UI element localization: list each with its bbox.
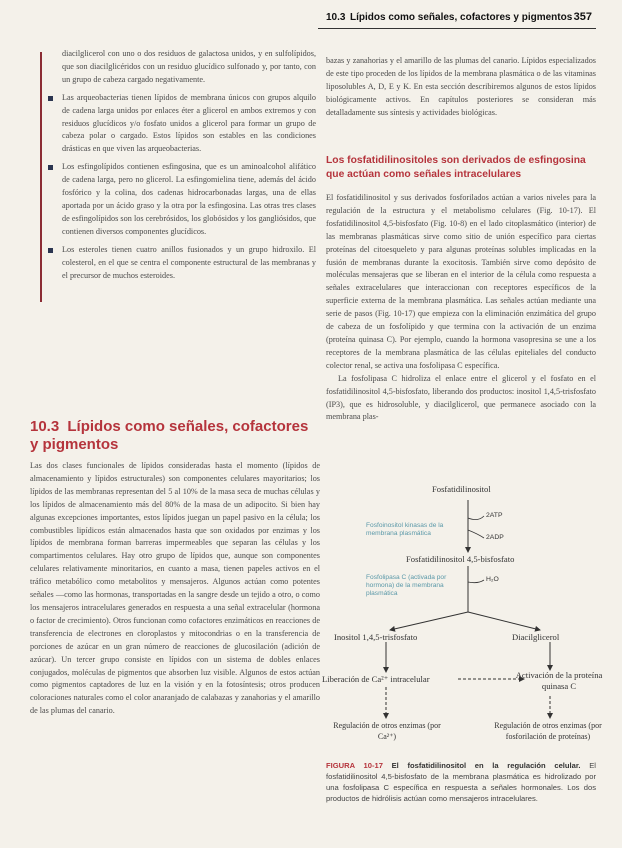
summary-bullet [46,244,316,283]
caption-title: El fosfatidilinositol en la regulación celular. [391,761,581,770]
summary-bullet [46,92,316,157]
right-body-text [326,192,596,424]
bullet-square-icon [48,248,53,253]
atp-label: 2ATP [486,512,503,519]
node-dag: Diacilglicerol [512,632,560,642]
section-heading-title: Lípidos como señales, cofactores y pigmentos [30,418,309,453]
water-label: H₂O [486,576,499,583]
left-body-text [30,460,320,718]
node-ca-release: Liberación de Ca²⁺ intracelular [322,674,430,684]
header-title: Lípidos como señales, cofactores y pigmentos [350,12,573,23]
section-heading-number: 10.3 [30,418,60,435]
adp-label: 2ADP [486,534,504,541]
body-paragraph: La fosfolipasa C hidroliza el enlace entre el glicerol y el fosfato en el fosfatidilinositol 4,5-bisfosfato, liberando dos productos: inositol 1,4,5-trisfosfato (IP3), que es hidrosoluble, y diacilglicerol, que permanece asociado con la membrana plas- [326,373,596,422]
figure-caption [326,760,596,804]
summary-bullet-text: Los esfingolípidos contienen esfingosina, que es un aminoalcohol alifático de cadena larga, pero no glicerol. La esfingomielina tiene, además del ácido fosfórico y la colina, dos cadenas hidrocarbonadas largas, una de ellas aportada por un ácido graso y la otra por la esfingosina. Las otras tres clases de esfingolípidos son los cerebrósidos, los globósidos y los gangliósidos, que contienen diversos componentes glucídicos. [62,162,316,236]
summary-bullet-text: Las arqueobacterias tienen lípidos de membrana únicos con grupos alquilo de cadena larga unidos por enlaces éter a glicerol en ambos extremos y con residuos glucídicos y/o fosfato unidos a glicerol para formar un grupo de cabeza polar o cargado. Estos lípidos son estables en las condiciones drásticas en que viven las arqueobacterias. [62,92,316,154]
body-paragraph: bazas y zanahorias y el amarillo de las plumas del canario. Lípidos especializados de este tipo proceden de los lípidos de la membrana plasmática o de las vitaminas liposolubles A, D, E y K. En esta sección describiremos algunos de estos lípidos biológicamente activos. En capítulos posteriores se consideran más detalladamente sus síntesis y actividades biológicas. [326,56,596,117]
summary-intro: diacilglicerol con uno o dos residuos de galactosa unidos, y en sulfolípidos, que son diacilglicéridos con un residuo glucídico sulfonado y, por tanto, con un grupo de cabeza cargado negativamente. [62,49,316,84]
note-kinases: Fosfoinositol kinasas de la membrana plasmática [366,522,444,537]
figure-10-17-pathway [318,482,604,762]
node-regulation-ca: Regulación de otros enzimas (por Ca²⁺) [333,721,441,741]
note-plc: Fosfolipasa C (activada por hormona) de la membrana plasmática [366,574,447,597]
section-heading [30,418,320,454]
water-curve [468,580,484,583]
page-number: 357 [573,11,592,23]
caption-text: El fosfatidilinositol 4,5-bisfosfato de la membrana plasmática es hidrolizado por una fosfolipasa C específica en respuesta a señales hormonales. Los dos productos de hidrólisis actúan como mensajeros intracelulares. [326,761,596,803]
adp-curve [468,530,484,538]
node-phosphatidylinositol: Fosfatidilinositol [432,484,491,494]
bullet-square-icon [48,165,53,170]
arrow-to-ip3 [390,612,468,630]
body-paragraph: El fosfatidilinositol y sus derivados fosforilados actúan a varios niveles para la regulación de la estructura y el metabolismo celulares (Fig. 10-17). El fosfatidilinositol 4,5-bisfosfato (Fig. 10-8) en el lado citoplasmático (interior) de las membranas plasmáticas sirve como sitio de unión específico para ciertas proteínas del citoesqueleto y para algunas proteínas solubles implicadas en la fusión de membranas durante la exocitosis. También sirve como depósito de moléculas mensajeras que se liberan en el interior de la célula como respuesta a señales extracelulares que interaccionan con receptores específicos de la superficie externa de la membrana plasmática. Las señales actúan mediante una serie de pasos (Fig. 10-17) que empieza con la eliminación enzimática del grupo de cabeza de un fosfolípido y que termina con la activación de un enzima (proteína quinasa C). Por ejemplo, cuando la hormona vasopresina se une a los receptores de la membrana plasmática de las células epiteliales del conducto colector renal, se activa una fosfolipasa C específica. [326,193,596,370]
caption-label: FIGURA 10-17 [326,761,383,770]
summary-list [46,48,316,282]
header-rule [318,28,596,29]
node-ip3: Inositol 1,4,5-trisfosfato [334,632,418,642]
running-header [326,10,592,28]
node-regulation-phosph: Regulación de otros enzimas (por fosforilación de proteínas) [494,721,602,741]
summary-bullet-text: Los esteroles tienen cuatro anillos fusionados y un grupo hidroxilo. El colesterol, en el que se centra el componente estructural de las membranas y el precursor de muchos esteroides. [62,244,316,280]
body-paragraph: Las dos clases funcionales de lípidos consideradas hasta el momento (lípidos de almacenamiento y lípidos estructurales) son componentes celulares mayoritarios; los lípidos de las membranas representan del 5 al 10% de la masa seca de muchas células y los lípidos de almacenamiento más del 80% de la masa de un adipocito. Si bien hay algunas excepciones importantes, estos lípidos juegan un papel pasivo en la célula; los combustibles lipídicos están almacenados hasta que son oxidados por enzimas y los lípidos de membrana forman barreras impermeables que separan las células y los compartimentos celulares. Hay otro grupo de lípidos que, aunque son componentes celulares relativamente minoritarios, en cuanto a masa, tienen papeles activos en el tráfico metabólico como metabolitos y mensajeros. Algunos actúan como potentes señales —como las hormonas, transportadas en la sangre desde un tejido a otro, o como los mensajeros intracelulares generados en respuesta a una señal extracelular (hormona o factor de crecimiento). Otros funcionan como cofactores enzimáticos en reacciones de transferencia de electrones en cloroplastos y mitocondrias o en la transferencia de porciones de azúcar en un gran número de reacciones de glucosilación (adición de azúcar). Un tercer grupo consiste en lípidos con un sistema de dobles enlaces conjugados, moléculas de pigmentos que absorben luz visible. Algunos de estos actúan como pigmentos captadores de luz en la visión y en la fotosíntesis; otros producen coloraciones naturales como el color anaranjado de calabazas y zanahorias y el amarillo de las plumas del canario. [30,461,320,716]
summary-bullet [46,161,316,238]
right-top-text [326,55,596,120]
bullet-square-icon [48,96,53,101]
node-pip2: Fosfatidilinositol 4,5-bisfosfato [406,554,515,564]
node-pkc: Activación de la proteína quinasa C [515,670,603,691]
arrow-to-dag [468,612,540,630]
subheading: Los fosfatidilinositoles son derivados de esfingosina que actúan como señales intracelulares [326,155,586,180]
summary-sidebar-bar [40,52,42,302]
header-section-number: 10.3 [326,12,346,23]
atp-curve [468,516,484,520]
